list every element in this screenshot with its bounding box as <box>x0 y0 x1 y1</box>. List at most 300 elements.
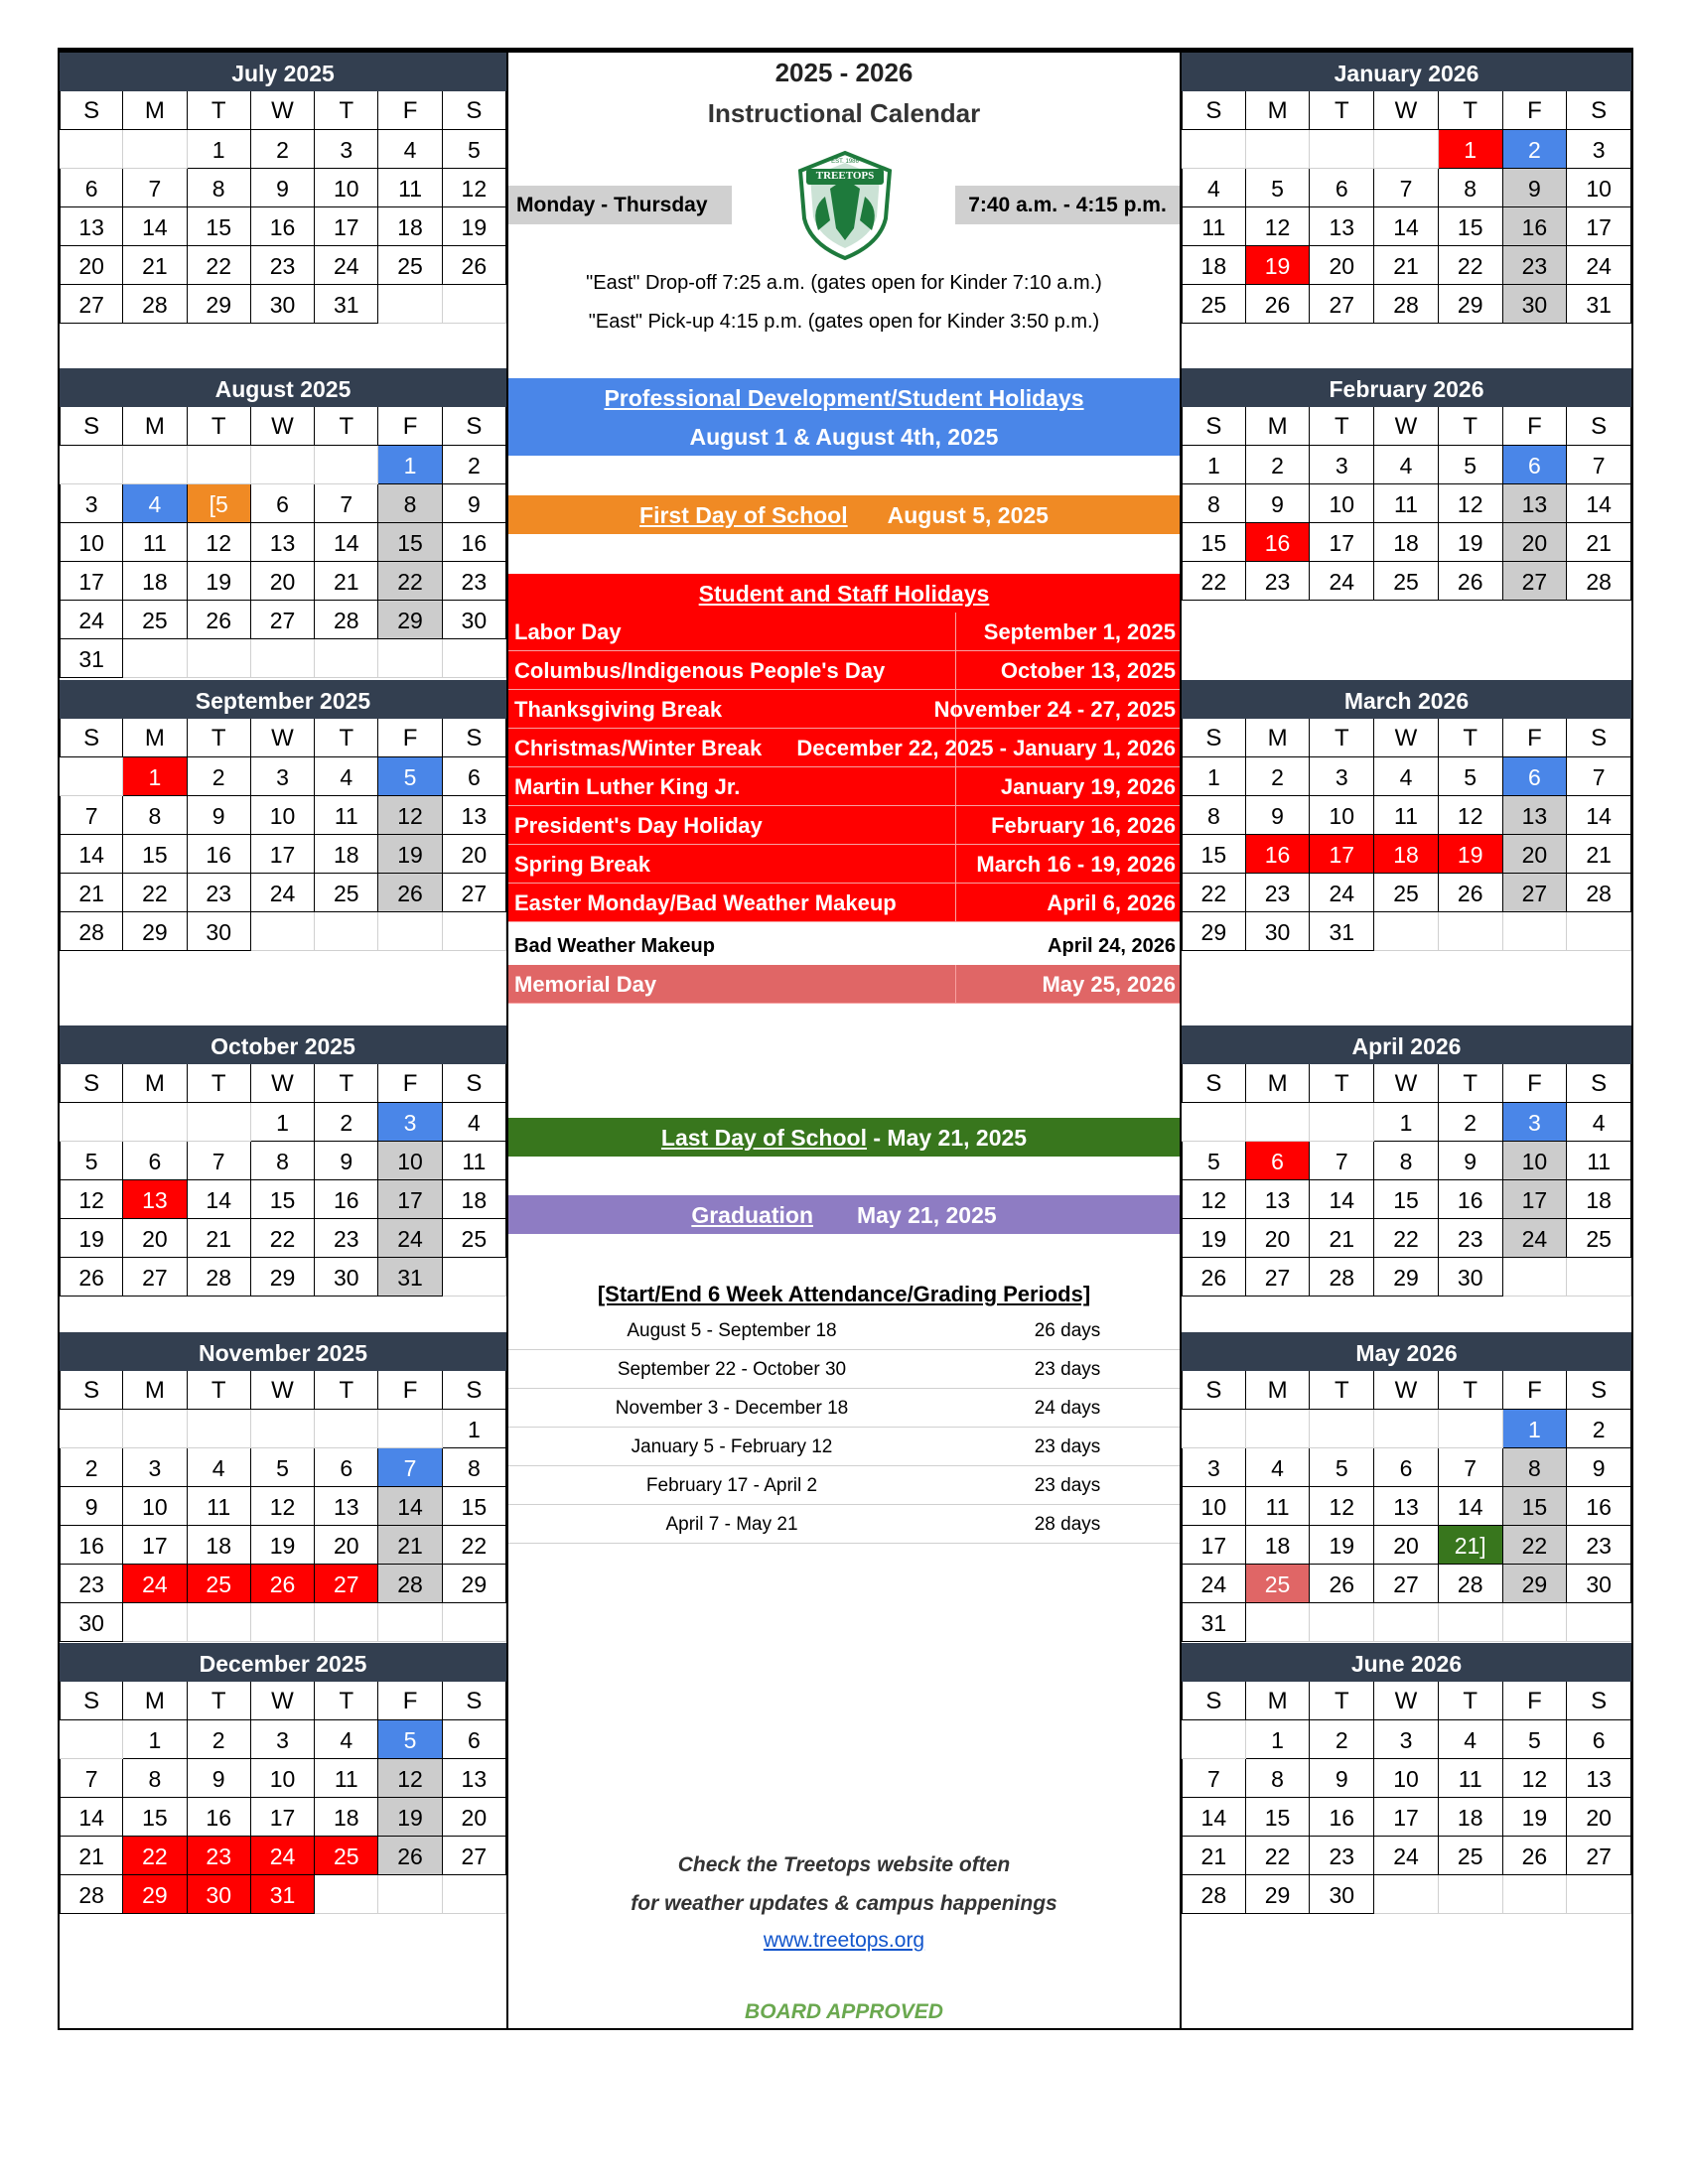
day-cell: 5 <box>378 757 442 796</box>
day-cell: 12 <box>1310 1487 1374 1526</box>
day-cell: 13 <box>315 1487 378 1526</box>
day-cell: 22 <box>1246 1837 1311 1875</box>
empty-cell <box>123 1603 187 1642</box>
weekday-header: W <box>251 1064 315 1103</box>
day-cell: 18 <box>1567 1180 1631 1219</box>
empty-cell <box>1374 1875 1439 1914</box>
day-cell: 17 <box>60 562 123 601</box>
day-cell: 5 <box>251 1448 315 1487</box>
day-cell: 7 <box>1374 169 1439 207</box>
grading-days: 28 days <box>1034 1514 1101 1535</box>
day-cell: 29 <box>123 912 187 951</box>
weekday-header: F <box>1503 407 1568 446</box>
day-cell: 20 <box>443 1798 506 1837</box>
day-cell: 1 <box>1503 1410 1568 1448</box>
day-cell: 19 <box>1439 523 1503 562</box>
month-calendar <box>60 368 506 678</box>
day-cell: 29 <box>443 1565 506 1603</box>
day-cell: 7 <box>1567 446 1631 484</box>
day-cell: 15 <box>123 835 187 874</box>
empty-cell <box>378 1410 442 1448</box>
day-cell: 26 <box>1439 874 1503 912</box>
day-cell: 31 <box>315 285 378 324</box>
empty-cell <box>1567 912 1631 951</box>
weekday-header: W <box>251 1682 315 1720</box>
day-cell: 10 <box>1310 484 1374 523</box>
day-cell: 3 <box>123 1448 187 1487</box>
day-cell: 21 <box>60 1837 123 1875</box>
weekday-header: W <box>1374 91 1439 130</box>
day-cell: 9 <box>1246 796 1311 835</box>
day-cell: 21 <box>1567 835 1631 874</box>
weekday-header: F <box>378 407 442 446</box>
middle-info-column <box>506 53 1182 2028</box>
logo-year: EST. 1986 <box>831 159 859 165</box>
weekday-header: F <box>378 1682 442 1720</box>
day-cell: 7 <box>1310 1142 1374 1180</box>
memorial-date: May 25, 2026 <box>1042 972 1176 997</box>
month-grid <box>60 1682 506 1914</box>
day-cell: 4 <box>1374 446 1439 484</box>
day-cell: 2 <box>1310 1720 1374 1759</box>
weekday-header: M <box>123 1371 187 1410</box>
day-cell: 18 <box>315 1798 378 1837</box>
day-cell: 28 <box>1374 285 1439 324</box>
day-cell: 5 <box>378 1720 442 1759</box>
weekday-header: S <box>1182 1064 1246 1103</box>
weekday-header: S <box>1567 91 1631 130</box>
day-cell: 4 <box>1182 169 1246 207</box>
day-cell: 24 <box>123 1565 187 1603</box>
day-cell: 21 <box>1182 1837 1246 1875</box>
grading-days: 26 days <box>1034 1320 1101 1341</box>
day-cell: 23 <box>188 874 251 912</box>
empty-cell <box>378 1603 442 1642</box>
weekday-header: M <box>123 1682 187 1720</box>
day-cell: 12 <box>188 523 251 562</box>
last-day-bar <box>508 1118 1180 1157</box>
day-cell: 24 <box>1310 874 1374 912</box>
weekday-header: T <box>1439 719 1503 757</box>
grading-range: August 5 - September 18 <box>627 1320 837 1341</box>
weekday-header: S <box>443 91 506 130</box>
day-cell: 20 <box>1567 1798 1631 1837</box>
day-cell: 2 <box>443 446 506 484</box>
empty-cell <box>251 639 315 678</box>
day-cell: 22 <box>188 246 251 285</box>
month-title: August 2025 <box>60 368 506 407</box>
day-cell: 16 <box>188 835 251 874</box>
month-grid <box>60 91 506 324</box>
holiday-date: January 19, 2026 <box>1000 774 1176 799</box>
day-cell: 13 <box>1246 1180 1311 1219</box>
holiday-row <box>508 806 1180 845</box>
day-cell: 7 <box>188 1142 251 1180</box>
empty-cell <box>188 639 251 678</box>
day-cell: 22 <box>123 1837 187 1875</box>
weekday-header: T <box>1439 91 1503 130</box>
weekday-header: M <box>123 91 187 130</box>
empty-cell <box>60 757 123 796</box>
weekday-header: W <box>251 719 315 757</box>
day-cell: 21 <box>123 246 187 285</box>
day-cell: 5 <box>1182 1142 1246 1180</box>
weekday-header: M <box>1246 91 1311 130</box>
day-cell: 9 <box>251 169 315 207</box>
holiday-date: March 16 - 19, 2026 <box>976 852 1176 877</box>
empty-cell <box>1246 130 1311 169</box>
day-cell: 19 <box>1503 1798 1568 1837</box>
check-website-line1: Check the Treetops website often <box>677 1853 1011 1876</box>
day-cell: 1 <box>1182 446 1246 484</box>
day-cell: 23 <box>443 562 506 601</box>
empty-cell <box>60 130 123 169</box>
month-grid <box>1182 91 1631 324</box>
website-link-row <box>508 1923 1180 1959</box>
empty-cell <box>251 912 315 951</box>
day-cell: 17 <box>1310 523 1374 562</box>
grading-period-row <box>508 1505 1180 1544</box>
day-cell: 31 <box>1182 1603 1246 1642</box>
month-title: October 2025 <box>60 1025 506 1064</box>
day-cell: 23 <box>315 1219 378 1258</box>
bad-weather-row <box>508 926 1180 966</box>
day-cell: 5 <box>1439 446 1503 484</box>
month-grid <box>60 407 506 678</box>
day-cell: 15 <box>1439 207 1503 246</box>
weekday-header: S <box>1567 407 1631 446</box>
weekday-header: T <box>1310 719 1374 757</box>
day-cell: 8 <box>251 1142 315 1180</box>
year-title: 2025 - 2026 <box>774 58 914 87</box>
day-cell: 16 <box>1503 207 1568 246</box>
day-cell: 25 <box>378 246 442 285</box>
day-cell: 5 <box>1503 1720 1568 1759</box>
first-day-label: First Day of School <box>639 502 848 528</box>
day-cell: 27 <box>1503 874 1568 912</box>
day-cell: 28 <box>315 601 378 639</box>
month-calendar <box>60 1643 506 1914</box>
weekday-header: S <box>1182 407 1246 446</box>
day-cell: 7 <box>123 169 187 207</box>
day-cell: 3 <box>1503 1103 1568 1142</box>
day-cell: 19 <box>1310 1526 1374 1565</box>
day-cell: 14 <box>60 1798 123 1837</box>
day-cell: 29 <box>123 1875 187 1914</box>
empty-cell <box>315 446 378 484</box>
day-cell: 10 <box>1310 796 1374 835</box>
day-cell: 17 <box>1503 1180 1568 1219</box>
day-cell: 9 <box>1439 1142 1503 1180</box>
holiday-date: February 16, 2026 <box>991 813 1176 838</box>
empty-cell <box>315 1410 378 1448</box>
day-cell: 7 <box>315 484 378 523</box>
day-cell: 27 <box>315 1565 378 1603</box>
day-cell: 17 <box>251 1798 315 1837</box>
day-cell: 21] <box>1439 1526 1503 1565</box>
day-cell: 22 <box>443 1526 506 1565</box>
day-cell: 2 <box>1439 1103 1503 1142</box>
weekday-header: F <box>1503 719 1568 757</box>
memorial-name: Memorial Day <box>514 972 657 997</box>
month-grid <box>1182 407 1631 601</box>
empty-cell <box>443 1603 506 1642</box>
weekday-header: T <box>315 719 378 757</box>
month-grid <box>60 1371 506 1642</box>
day-cell: 10 <box>315 169 378 207</box>
empty-cell <box>251 446 315 484</box>
day-cell: 12 <box>251 1487 315 1526</box>
day-cell: 23 <box>1246 562 1311 601</box>
empty-cell <box>1567 1258 1631 1297</box>
day-cell: 6 <box>60 169 123 207</box>
day-cell: 16 <box>1246 523 1311 562</box>
day-cell: 19 <box>188 562 251 601</box>
day-cell: 21 <box>1310 1219 1374 1258</box>
day-cell: 13 <box>1503 796 1568 835</box>
day-cell: 1 <box>188 130 251 169</box>
month-grid <box>1182 1682 1631 1914</box>
day-cell: 15 <box>123 1798 187 1837</box>
grading-period-row <box>508 1350 1180 1389</box>
holiday-row <box>508 690 1180 729</box>
empty-cell <box>443 1258 506 1297</box>
day-cell: 15 <box>1182 523 1246 562</box>
day-cell: 13 <box>251 523 315 562</box>
month-grid <box>1182 1064 1631 1297</box>
day-cell: 11 <box>1182 207 1246 246</box>
day-cell: 11 <box>1374 796 1439 835</box>
weekday-header: F <box>378 1371 442 1410</box>
month-grid <box>1182 719 1631 951</box>
memorial-row <box>508 965 1180 1004</box>
day-cell: 8 <box>188 169 251 207</box>
day-cell: 29 <box>251 1258 315 1297</box>
day-cell: 6 <box>315 1448 378 1487</box>
day-cell: 12 <box>60 1180 123 1219</box>
weekday-header: F <box>378 719 442 757</box>
day-cell: 15 <box>188 207 251 246</box>
pd-heading-text: Professional Development/Student Holidays <box>604 385 1084 411</box>
day-cell: 2 <box>1246 446 1311 484</box>
day-cell: 1 <box>443 1410 506 1448</box>
day-cell: 26 <box>188 601 251 639</box>
grading-period-row <box>508 1428 1180 1466</box>
day-cell: 15 <box>378 523 442 562</box>
day-cell: 6 <box>1310 169 1374 207</box>
first-day-bar <box>508 495 1180 534</box>
holiday-name: Columbus/Indigenous People's Day <box>514 658 886 683</box>
day-cell: 2 <box>1503 130 1568 169</box>
day-cell: 30 <box>1439 1258 1503 1297</box>
day-cell: 10 <box>60 523 123 562</box>
month-calendar <box>60 1025 506 1297</box>
weekday-header: T <box>315 1064 378 1103</box>
day-cell: 22 <box>1503 1526 1568 1565</box>
day-cell: 13 <box>1310 207 1374 246</box>
day-cell: 26 <box>251 1565 315 1603</box>
day-cell: 8 <box>1246 1759 1311 1798</box>
day-cell: 11 <box>315 796 378 835</box>
calendar-sheet <box>58 48 1633 2030</box>
day-cell: 3 <box>1567 130 1631 169</box>
day-cell: 19 <box>1246 246 1311 285</box>
day-cell: 31 <box>251 1875 315 1914</box>
day-cell: 20 <box>123 1219 187 1258</box>
day-cell: 22 <box>1182 562 1246 601</box>
day-cell: 24 <box>378 1219 442 1258</box>
weekday-header: S <box>1182 719 1246 757</box>
day-cell: 11 <box>123 523 187 562</box>
day-cell: 14 <box>123 207 187 246</box>
month-title: January 2026 <box>1182 53 1631 91</box>
empty-cell <box>1182 1103 1246 1142</box>
day-cell: 26 <box>60 1258 123 1297</box>
day-cell: 1 <box>123 1720 187 1759</box>
day-cell: 3 <box>1374 1720 1439 1759</box>
day-cell: 10 <box>1182 1487 1246 1526</box>
day-cell: 8 <box>1182 796 1246 835</box>
empty-cell <box>1374 130 1439 169</box>
day-cell: 24 <box>60 601 123 639</box>
day-cell: 14 <box>188 1180 251 1219</box>
day-cell: 5 <box>60 1142 123 1180</box>
empty-cell <box>315 1603 378 1642</box>
month-calendar <box>1182 1332 1631 1642</box>
day-cell: 25 <box>123 601 187 639</box>
month-calendar <box>1182 368 1631 601</box>
day-cell: 5 <box>443 130 506 169</box>
day-cell: 7 <box>1439 1448 1503 1487</box>
day-cell: 30 <box>188 912 251 951</box>
day-cell: 9 <box>1310 1759 1374 1798</box>
dropoff-info: "East" Drop-off 7:25 a.m. (gates open for Kinder 7:10 a.m.) <box>586 272 1102 294</box>
empty-cell <box>1503 1875 1568 1914</box>
empty-cell <box>1374 912 1439 951</box>
day-cell: 26 <box>443 246 506 285</box>
day-cell: 4 <box>1246 1448 1311 1487</box>
day-cell: 18 <box>315 835 378 874</box>
day-cell: 23 <box>1503 246 1568 285</box>
weekday-header: T <box>1439 1064 1503 1103</box>
day-cell: 5 <box>1310 1448 1374 1487</box>
day-cell: 17 <box>1310 835 1374 874</box>
day-cell: 18 <box>378 207 442 246</box>
day-cell: 10 <box>123 1487 187 1526</box>
day-cell: 28 <box>378 1565 442 1603</box>
day-cell: 26 <box>378 874 442 912</box>
month-calendar <box>1182 1643 1631 1914</box>
day-cell: 16 <box>315 1180 378 1219</box>
weekday-header: F <box>1503 1371 1568 1410</box>
day-cell: 18 <box>123 562 187 601</box>
day-cell: 29 <box>378 601 442 639</box>
website-link[interactable]: www.treetops.org <box>763 1929 925 1952</box>
day-cell: 4 <box>443 1103 506 1142</box>
weekday-header: T <box>315 91 378 130</box>
empty-cell <box>123 1410 187 1448</box>
logo-text: TREETOPS <box>815 170 875 182</box>
weekday-header: S <box>1567 1064 1631 1103</box>
empty-cell <box>315 1875 378 1914</box>
holiday-name: Spring Break <box>514 852 650 877</box>
weekday-header: T <box>1310 407 1374 446</box>
day-cell: 8 <box>1503 1448 1568 1487</box>
weekday-header: S <box>1182 91 1246 130</box>
day-cell: 13 <box>123 1180 187 1219</box>
day-cell: 16 <box>1439 1180 1503 1219</box>
empty-cell <box>1374 1603 1439 1642</box>
day-cell: [5 <box>188 484 251 523</box>
day-cell: 11 <box>1439 1759 1503 1798</box>
day-cell: 2 <box>188 757 251 796</box>
bad-weather-date: April 24, 2026 <box>1048 935 1176 957</box>
day-cell: 11 <box>1567 1142 1631 1180</box>
day-cell: 7 <box>1182 1759 1246 1798</box>
day-cell: 8 <box>378 484 442 523</box>
day-cell: 3 <box>251 1720 315 1759</box>
day-cell: 13 <box>443 796 506 835</box>
holidays-heading-text: Student and Staff Holidays <box>698 581 990 607</box>
day-cell: 15 <box>251 1180 315 1219</box>
empty-cell <box>443 285 506 324</box>
empty-cell <box>1246 1410 1311 1448</box>
day-cell: 6 <box>1374 1448 1439 1487</box>
day-cell: 21 <box>188 1219 251 1258</box>
graduation-label: Graduation <box>691 1202 813 1228</box>
day-cell: 3 <box>60 484 123 523</box>
empty-cell <box>378 639 442 678</box>
day-cell: 24 <box>1567 246 1631 285</box>
day-cell: 12 <box>378 796 442 835</box>
day-cell: 23 <box>1310 1837 1374 1875</box>
day-cell: 28 <box>60 1875 123 1914</box>
weekday-header: W <box>251 91 315 130</box>
holiday-row <box>508 767 1180 806</box>
day-cell: 20 <box>443 835 506 874</box>
day-cell: 17 <box>378 1180 442 1219</box>
day-cell: 14 <box>1310 1180 1374 1219</box>
weekday-header: W <box>1374 1371 1439 1410</box>
day-cell: 1 <box>378 446 442 484</box>
weekday-header: T <box>188 407 251 446</box>
empty-cell <box>1503 912 1568 951</box>
day-cell: 25 <box>1182 285 1246 324</box>
day-cell: 26 <box>378 1837 442 1875</box>
weekday-header: M <box>1246 1371 1311 1410</box>
day-cell: 16 <box>1246 835 1311 874</box>
day-cell: 28 <box>1182 1875 1246 1914</box>
empty-cell <box>1439 1410 1503 1448</box>
day-cell: 4 <box>315 1720 378 1759</box>
day-cell: 17 <box>251 835 315 874</box>
weekday-header: T <box>315 1371 378 1410</box>
holiday-row <box>508 845 1180 884</box>
day-cell: 4 <box>1374 757 1439 796</box>
day-cell: 24 <box>315 246 378 285</box>
month-calendar <box>60 53 506 324</box>
empty-cell <box>123 1103 187 1142</box>
empty-cell <box>123 446 187 484</box>
day-cell: 27 <box>443 1837 506 1875</box>
day-cell: 26 <box>1182 1258 1246 1297</box>
empty-cell <box>1439 1603 1503 1642</box>
day-cell: 2 <box>188 1720 251 1759</box>
day-cell: 9 <box>1246 484 1311 523</box>
day-cell: 30 <box>60 1603 123 1642</box>
weekday-header: S <box>443 1064 506 1103</box>
day-cell: 16 <box>443 523 506 562</box>
